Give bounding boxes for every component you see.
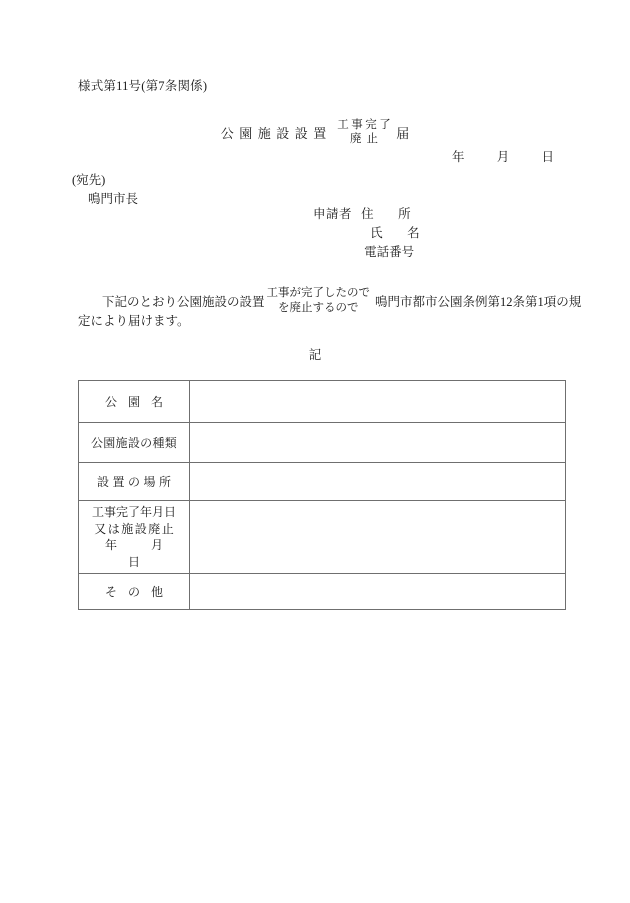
table-row bbox=[79, 501, 566, 574]
body-stacked-top: 工事が完了したので bbox=[266, 287, 371, 299]
form-table bbox=[78, 380, 566, 610]
applicant-phone-line bbox=[313, 243, 426, 262]
row-value-completion-date[interactable] bbox=[190, 501, 566, 574]
table-row bbox=[79, 423, 566, 463]
title-prefix: 公園施設設置 bbox=[220, 125, 332, 141]
date-line bbox=[452, 147, 554, 165]
label-line-2: 又は施設廃止 bbox=[94, 521, 176, 536]
form-number: 様式第11号(第7条関係) bbox=[78, 79, 208, 93]
table-row bbox=[79, 463, 566, 501]
label-text: 設置の場所 bbox=[96, 475, 175, 489]
label-line-3: 年 月 日 bbox=[104, 538, 198, 569]
date-day-label: 日 bbox=[541, 150, 555, 164]
row-label-park-name bbox=[79, 381, 190, 423]
applicant-block bbox=[313, 205, 426, 262]
label-text: その他 bbox=[104, 585, 174, 599]
label-text: 公園名 bbox=[104, 395, 174, 409]
applicant-field-name: 氏 名 bbox=[370, 226, 426, 240]
title-stacked-bottom: 廃止 bbox=[350, 133, 383, 146]
title-stacked-choice bbox=[335, 118, 394, 147]
applicant-field-address: 住 所 bbox=[361, 207, 417, 221]
body-paragraph-line2: 定により届けます。 bbox=[78, 314, 190, 328]
ki-marker: 記 bbox=[308, 348, 322, 362]
addressee-label: (宛先) bbox=[72, 173, 106, 187]
title-stacked-top: 工事完了 bbox=[337, 119, 394, 131]
label-text bbox=[85, 501, 198, 573]
label-text: 公園施設の種類 bbox=[90, 436, 178, 450]
body-stacked-choice bbox=[267, 286, 371, 315]
document-title bbox=[0, 118, 630, 147]
title-suffix: 届 bbox=[396, 125, 410, 141]
applicant-name-line bbox=[313, 224, 426, 243]
table-row bbox=[79, 381, 566, 423]
row-value-other[interactable] bbox=[190, 574, 566, 610]
body-stacked-bottom: を廃止するので bbox=[278, 301, 359, 314]
row-value-facility-type[interactable] bbox=[190, 423, 566, 463]
row-label-other bbox=[79, 574, 190, 610]
table-row bbox=[79, 574, 566, 610]
row-label-location bbox=[79, 463, 190, 501]
addressee-name: 鳴門市長 bbox=[88, 192, 139, 206]
date-year-label: 年 bbox=[452, 150, 465, 164]
row-value-park-name[interactable] bbox=[190, 381, 566, 423]
applicant-title: 申請者 bbox=[313, 207, 353, 221]
row-label-completion-date bbox=[79, 501, 198, 574]
applicant-address-line bbox=[313, 205, 426, 224]
row-value-location[interactable] bbox=[190, 463, 566, 501]
row-label-facility-type bbox=[79, 423, 190, 463]
label-line-1: 工事完了年月日 bbox=[91, 505, 176, 519]
date-month-label: 月 bbox=[496, 150, 510, 164]
body-tail: 鳴門市都市公園条例第12条第1項の規 bbox=[375, 294, 582, 309]
applicant-field-phone: 電話番号 bbox=[364, 245, 415, 259]
body-lead: 下記のとおり公園施設の設置 bbox=[102, 294, 265, 309]
title-row bbox=[221, 118, 410, 147]
